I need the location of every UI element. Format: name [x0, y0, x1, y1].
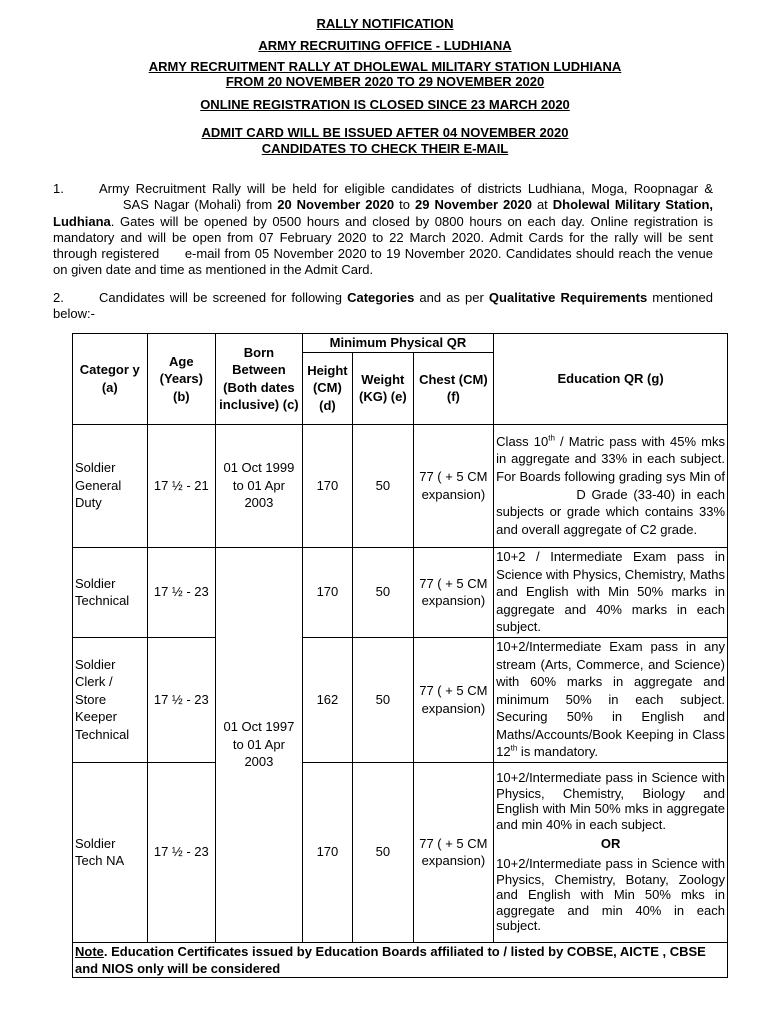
note-cell — [73, 942, 728, 977]
para2-text: and as per — [414, 290, 489, 305]
category-cell: Soldier Technical — [73, 547, 148, 637]
table-header-row — [73, 334, 728, 353]
table-row — [73, 547, 728, 637]
header-registration-closed: ONLINE REGISTRATION IS CLOSED SINCE 23 MARCH 2020 — [200, 97, 570, 112]
age-cell: 17 ½ - 21 — [147, 424, 216, 547]
chest-cell: 77 ( + 5 CM expansion) — [413, 637, 494, 762]
header-rally-notification: RALLY NOTIFICATION — [316, 16, 454, 31]
weight-cell: 50 — [353, 424, 413, 547]
header-min-physical: Minimum Physical QR — [302, 334, 493, 353]
para1-text: at — [531, 197, 553, 213]
paragraph-2 — [53, 290, 713, 323]
para1-start-date: 20 November 2020 — [277, 197, 395, 213]
height-cell: 170 — [302, 547, 352, 637]
para1-venue: Dholewal Military Station, Ludhiana — [53, 197, 714, 229]
note-label: Note — [75, 943, 104, 959]
chest-cell: 77 ( + 5 CM expansion) — [413, 424, 494, 547]
education-cell — [494, 637, 728, 762]
table-row — [73, 424, 728, 547]
header-weight: Weight (KG) (e) — [353, 352, 413, 424]
born-cell: 01 Oct 1999 to 01 Apr 2003 — [216, 424, 303, 547]
para1-text: . Gates will be opened by 0500 hours and closed by 0800 hours on each day. Online registration is mandatory and will be open from 07 February 2020 to 22 March 2020. Admit Cards for the rally will be sent through registered e-mail from 05 November 2020 to 19 November 2020. Candidates should reach the venue on given date and time as mentioned in the Admit Card. — [53, 213, 713, 278]
category-cell: Soldier General Duty — [73, 424, 148, 547]
header-chest: Chest (CM) (f) — [413, 352, 494, 424]
category-cell: Soldier Clerk / Store Keeper Technical — [73, 637, 148, 762]
category-cell: Soldier Tech NA — [73, 762, 148, 942]
header-recruiting-office: ARMY RECRUITING OFFICE - LUDHIANA — [258, 38, 512, 53]
education-option-a: 10+2/Intermediate pass in Science with Physics, Chemistry, Biology and English with Min 50% mks in aggregate and min 40% in each subject. — [496, 770, 725, 832]
para2-text: mentioned below:- — [53, 290, 713, 322]
height-cell: 170 — [302, 762, 352, 942]
eligibility-table — [72, 333, 728, 978]
paragraph-number: 1. — [53, 181, 64, 196]
education-text: is mandatory. — [517, 744, 598, 760]
education-superscript: th — [548, 433, 555, 443]
table-row — [73, 762, 728, 942]
header-education: Education QR (g) — [494, 334, 728, 425]
paragraph-1 — [53, 181, 713, 279]
education-superscript: th — [510, 744, 518, 754]
education-text: 10+2/Intermediate Exam pass in any stream (Arts, Commerce, and Science) with 60% marks in aggregate and minimum 50% in each subject. Securing 50% in English and Maths/Accounts/Book Keeping in Class 12 — [496, 638, 725, 760]
paragraph-number: 2. — [53, 290, 64, 305]
header-born-between: Born Between (Both dates inclusive) (c) — [216, 334, 303, 425]
table-note-row — [73, 942, 728, 977]
note-text: . Education Certificates issued by Education Boards affiliated to / listed by COBSE, AICTE , CBSE and NIOS only will be considered — [75, 943, 706, 976]
height-cell: 162 — [302, 637, 352, 762]
age-cell: 17 ½ - 23 — [147, 762, 216, 942]
chest-cell: 77 ( + 5 CM expansion) — [413, 547, 494, 637]
para2-text: Candidates will be screened for following — [99, 290, 348, 305]
age-cell: 17 ½ - 23 — [147, 547, 216, 637]
chest-cell: 77 ( + 5 CM expansion) — [413, 762, 494, 942]
header-height: Height (CM) (d) — [302, 352, 352, 424]
education-text: / Matric pass with 45% mks in aggregate and 33% in each subject. For Boards following grading sys Min of D Grade (33-40) in each subjects or grade which contains 33% and overall aggregate of C2 grade. — [496, 433, 725, 537]
education-or: OR — [600, 836, 621, 852]
para1-text: Army Recruitment Rally will be held for eligible candidates of districts Ludhiana, Moga, Roopnagar & SAS Nagar (Mohali) from — [53, 181, 713, 213]
header-admit-card: ADMIT CARD WILL BE ISSUED AFTER 04 NOVEMBER 2020 — [201, 125, 569, 140]
education-cell — [494, 762, 728, 942]
born-cell: 01 Oct 1997 to 01 Apr 2003 — [216, 547, 303, 942]
age-cell: 17 ½ - 23 — [147, 637, 216, 762]
para2-qualitative: Qualitative Requirements — [488, 290, 648, 305]
header-rally-dates: FROM 20 NOVEMBER 2020 TO 29 NOVEMBER 2020 — [225, 74, 545, 89]
weight-cell: 50 — [353, 637, 413, 762]
header-age: Age (Years) (b) — [147, 334, 216, 425]
para1-end-date: 29 November 2020 — [415, 197, 532, 213]
weight-cell: 50 — [353, 762, 413, 942]
education-text: Class 10 — [496, 433, 549, 449]
education-option-b: 10+2/Intermediate pass in Science with Physics, Chemistry, Botany, Zoology and English with Min 50% mks in aggregate and min 40% in each subject. — [496, 856, 725, 934]
height-cell: 170 — [302, 424, 352, 547]
para2-categories: Categories — [347, 290, 415, 305]
table-row — [73, 637, 728, 762]
weight-cell: 50 — [353, 547, 413, 637]
para1-text: to — [394, 197, 415, 213]
education-cell — [494, 424, 728, 547]
header-category: Categor y (a) — [73, 334, 148, 425]
header-check-email: CANDIDATES TO CHECK THEIR E-MAIL — [261, 141, 509, 156]
header-rally-venue: ARMY RECRUITMENT RALLY AT DHOLEWAL MILITARY STATION LUDHIANA — [148, 59, 622, 74]
education-cell: 10+2 / Intermediate Exam pass in Science with Physics, Chemistry, Maths and English with Min 50% marks in aggregate and 40% marks in each subject. — [494, 547, 728, 637]
